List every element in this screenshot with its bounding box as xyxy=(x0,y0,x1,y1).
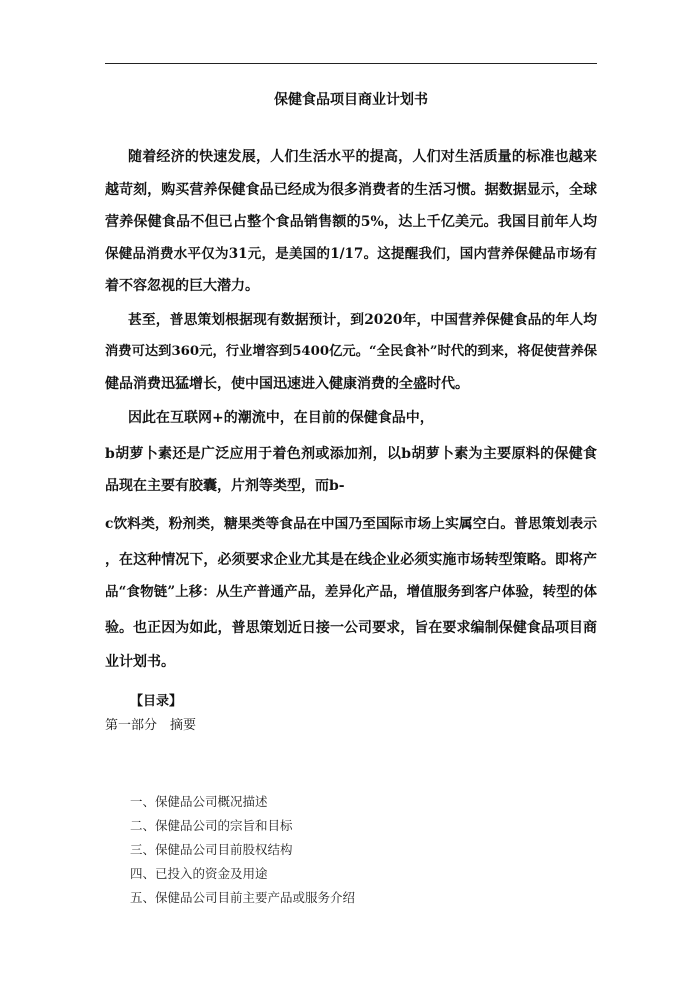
paragraph-1-line-3: 营养保健食品不但已占整个食品销售额的5%，达上千亿美元。我国目前年人均 xyxy=(105,214,597,230)
paragraph-3-line-5: ，在这种情况下，必须要求企业尤其是在线企业必须实施市场转型策略。即将产 xyxy=(105,552,597,568)
paragraph-3-line-1: 因此在互联网+的潮流中，在目前的保健食品中， xyxy=(128,410,434,426)
toc-heading: 【目录】 xyxy=(130,694,183,709)
document-title: 保健食品项目商业计划书 xyxy=(274,92,428,108)
toc-item-3: 三、保健品公司目前股权结构 xyxy=(130,842,293,857)
paragraph-1-line-4: 保健品消费水平仅为31元，是美国的1/17。这提醒我们，国内营养保健品市场有 xyxy=(105,246,597,262)
paragraph-3-line-6: 品“食物链”上移：从生产普通产品，差异化产品，增值服务到客户体验，转型的体 xyxy=(105,584,597,600)
header-rule xyxy=(105,63,597,64)
paragraph-3-line-3: 品现在主要有胶囊，片剂等类型，而b- xyxy=(105,478,345,494)
paragraph-1-line-2: 越苛刻，购买营养保健食品已经成为很多消费者的生活习惯。据数据显示，全球 xyxy=(105,182,597,198)
toc-item-5: 五、保健品公司目前主要产品或服务介绍 xyxy=(130,890,356,905)
paragraph-2-line-2: 消费可达到360元，行业增容到5400亿元。“全民食补”时代的到来，将促使营养保 xyxy=(105,344,597,359)
part-heading: 第一部分 摘要 xyxy=(105,718,197,733)
paragraph-1-line-5: 着不容忽视的巨大潜力。 xyxy=(105,278,259,294)
paragraph-2-line-1: 甚至，普思策划根据现有数据预计，到2020年，中国营养保健食品的年人均 xyxy=(128,312,597,328)
toc-item-1: 一、保健品公司概况描述 xyxy=(130,794,268,809)
paragraph-3-line-4: c饮料类，粉剂类，糖果类等食品在中国乃至国际市场上实属空白。普思策划表示 xyxy=(105,516,597,532)
paragraph-3-line-8: 业计划书。 xyxy=(105,654,175,670)
paragraph-3-line-7: 验。也正因为如此，普思策划近日接一公司要求，旨在要求编制保健食品项目商 xyxy=(105,620,597,636)
paragraph-1-line-1: 随着经济的快速发展，人们生活水平的提高，人们对生活质量的标准也越来 xyxy=(128,149,597,165)
paragraph-2-line-3: 健品消费迅猛增长，使中国迅速进入健康消费的全盛时代。 xyxy=(105,376,469,392)
toc-item-2: 二、保健品公司的宗旨和目标 xyxy=(130,818,293,833)
paragraph-3-line-2: b胡萝卜素还是广泛应用于着色剂或添加剂，以b胡萝卜素为主要原料的保健食 xyxy=(105,446,597,462)
toc-item-4: 四、已投入的资金及用途 xyxy=(130,866,268,881)
